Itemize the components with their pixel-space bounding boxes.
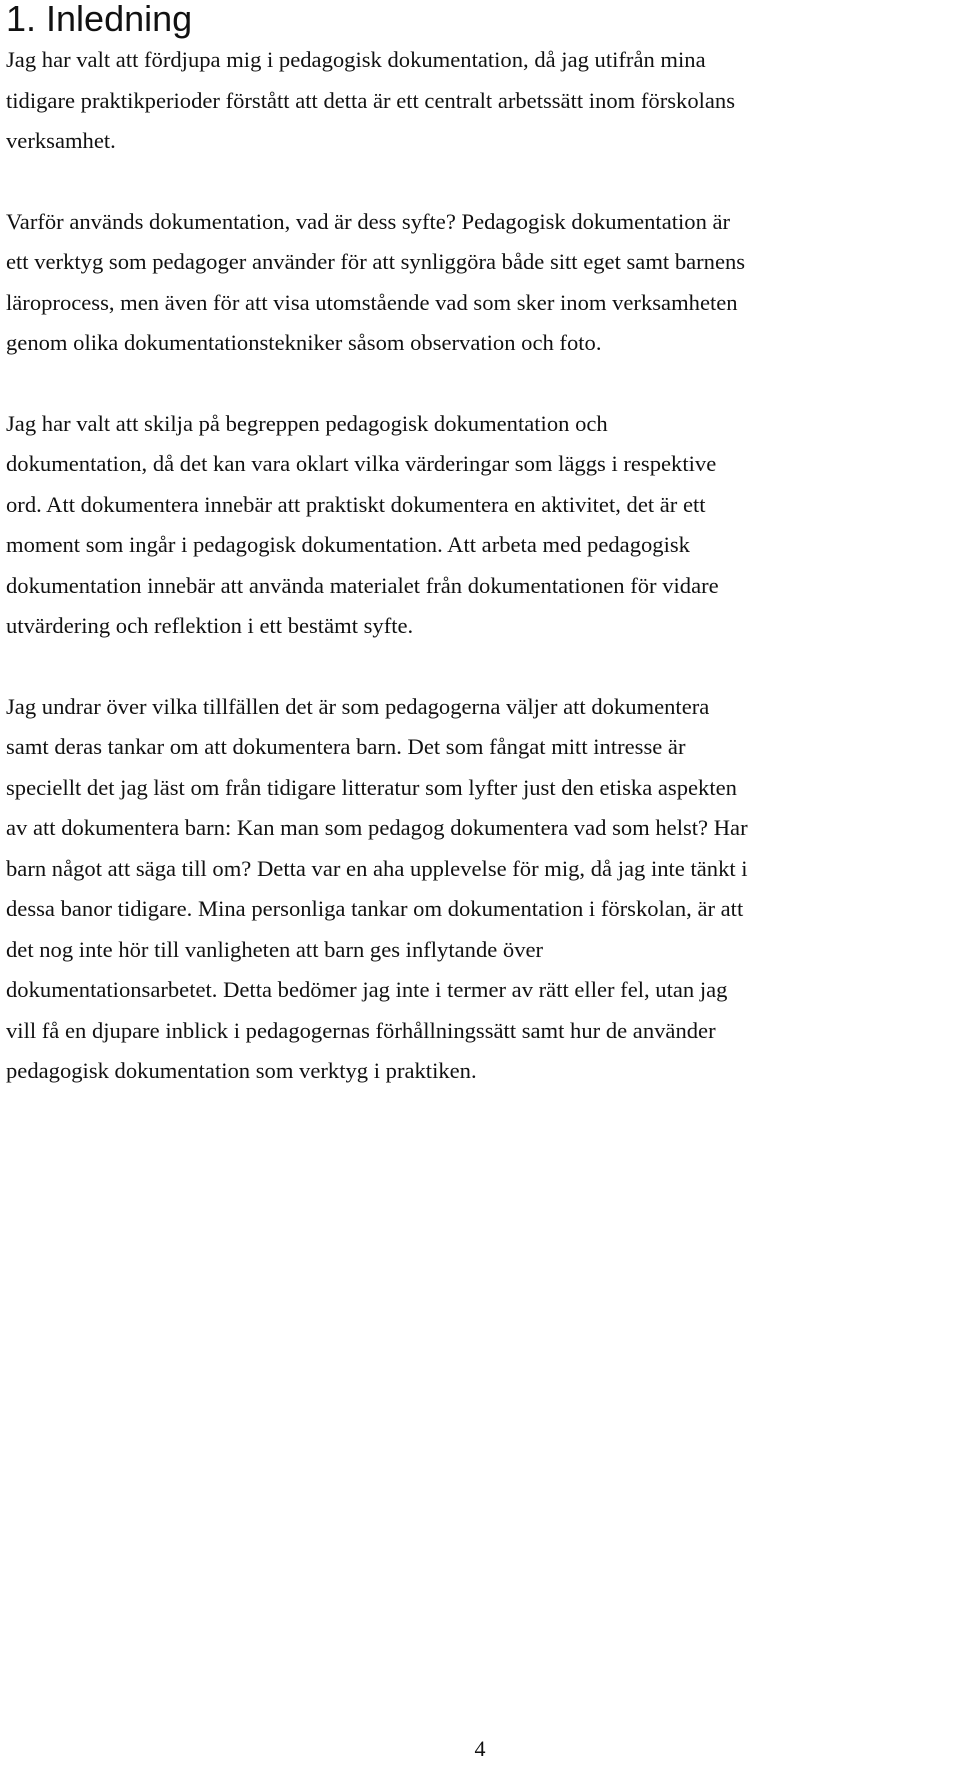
text-line: dokumentation innebär att använda materialet från dokumentationen för vidare bbox=[6, 572, 719, 598]
text-line: dokumentationsarbetet. Detta bedömer jag inte i termer av rätt eller fel, utan jag bbox=[6, 977, 728, 1002]
text-line: det nog inte hör till vanligheten att barn ges inflytande över bbox=[6, 936, 544, 962]
paragraph-1 bbox=[6, 40, 946, 162]
text-line: Varför används dokumentation, vad är dess syfte? Pedagogisk dokumentation är bbox=[6, 208, 731, 234]
text-line: moment som ingår i pedagogisk dokumentation. Att arbeta med pedagogisk bbox=[6, 532, 690, 557]
text-line: dokumentation, då det kan vara oklart vilka värderingar som läggs i respektive bbox=[6, 451, 717, 476]
document-page bbox=[6, 0, 946, 1092]
text-line: ett verktyg som pedagoger använder för att synliggöra både sitt eget samt barnens bbox=[6, 249, 746, 274]
text-line: samt deras tankar om att dokumentera barn. Det som fångat mitt intresse är bbox=[6, 734, 686, 759]
text-line: dessa banor tidigare. Mina personliga tankar om dokumentation i förskolan, är att bbox=[6, 896, 744, 921]
text-line: av att dokumentera barn: Kan man som pedagog dokumentera vad som helst? Har bbox=[6, 815, 748, 840]
text-line: läroprocess, men även för att visa utomstående vad som sker inom verksamheten bbox=[6, 289, 738, 315]
text-line: tidigare praktikperioder förstått att detta är ett centralt arbetssätt inom förskolans bbox=[6, 87, 736, 113]
section-heading: 1. Inledning bbox=[6, 0, 193, 39]
text-line: Jag har valt att fördjupa mig i pedagogisk dokumentation, då jag utifrån mina bbox=[6, 47, 706, 72]
page-number: 4 bbox=[474, 1736, 486, 1761]
text-line: Jag undrar över vilka tillfällen det är som pedagogerna väljer att dokumentera bbox=[6, 693, 710, 719]
text-line: vill få en djupare inblick i pedagogernas förhållningssätt samt hur de använder bbox=[6, 1017, 716, 1043]
text-line: pedagogisk dokumentation som verktyg i praktiken. bbox=[6, 1058, 477, 1083]
text-line: verksamhet. bbox=[6, 128, 116, 153]
text-line: genom olika dokumentationstekniker såsom observation och foto. bbox=[6, 330, 602, 355]
paragraph-2 bbox=[6, 202, 946, 364]
text-line: barn något att säga till om? Detta var en aha upplevelse för mig, då jag inte tänkt i bbox=[6, 855, 748, 881]
text-line: Jag har valt att skilja på begreppen pedagogisk dokumentation och bbox=[6, 410, 608, 436]
text-line: ord. Att dokumentera innebär att praktiskt dokumentera en aktivitet, det är ett bbox=[6, 491, 706, 517]
text-line: speciellt det jag läst om från tidigare litteratur som lyfter just den etiska aspekten bbox=[6, 774, 737, 800]
paragraph-3 bbox=[6, 404, 946, 647]
paragraph-4 bbox=[6, 687, 946, 1092]
text-line: utvärdering och reflektion i ett bestämt syfte. bbox=[6, 613, 414, 638]
